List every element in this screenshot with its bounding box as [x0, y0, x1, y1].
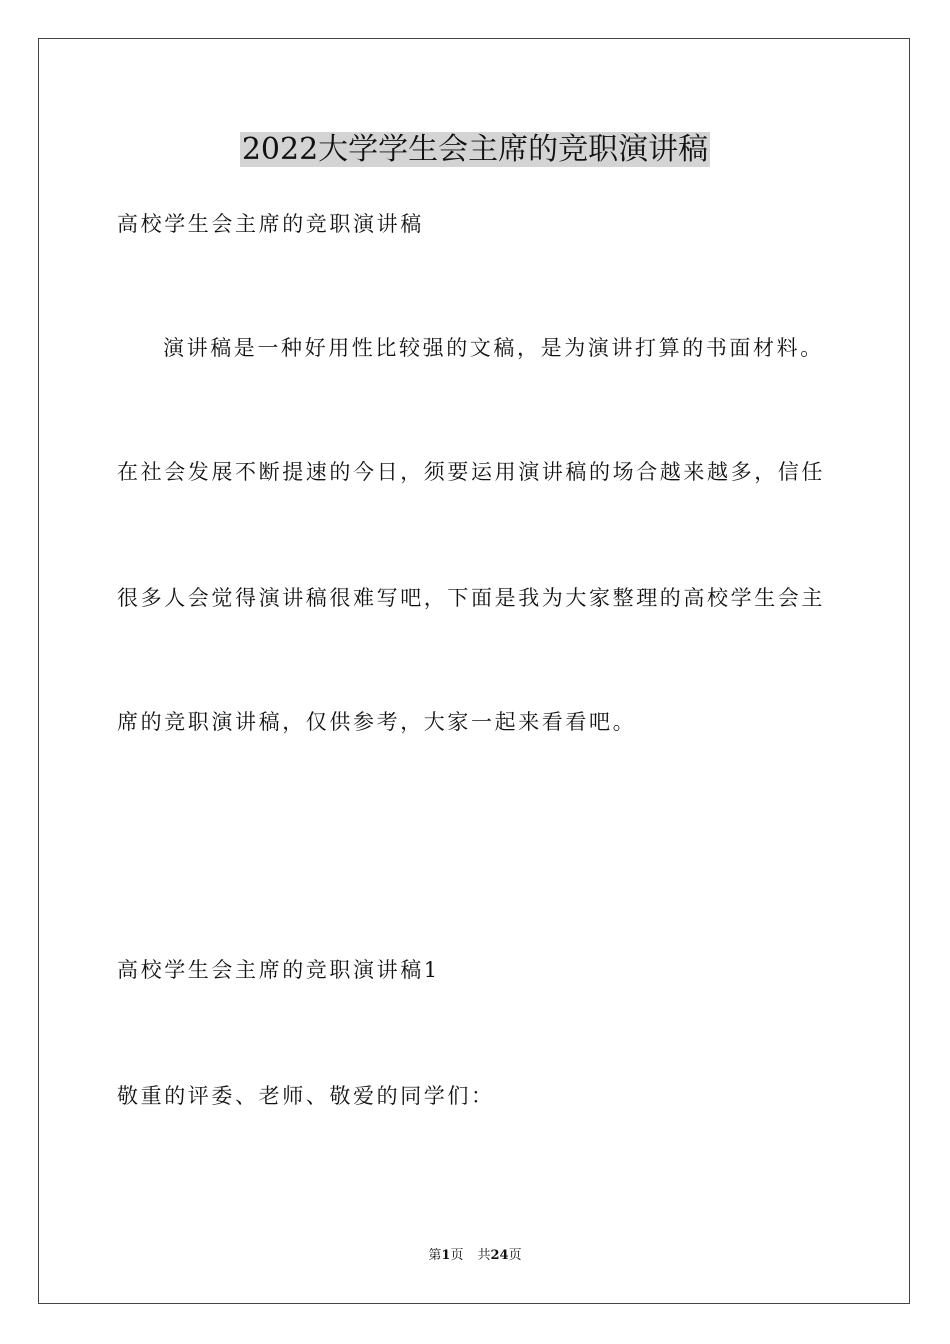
footer-total-pages: 24 [490, 1248, 509, 1263]
footer-page-prefix: 第 [428, 1248, 442, 1263]
paragraph-line-4: 席的竞职演讲稿，仅供参考，大家一起来看看吧。 [117, 710, 637, 734]
paragraph-line-2: 在社会发展不断提速的今日，须要运用演讲稿的场合越来越多，信任 [117, 460, 825, 484]
paragraph-line-1: 演讲稿是一种好用性比较强的文稿，是为演讲打算的书面材料。 [163, 336, 824, 360]
document-title-text: 2022大学学生会主席的竞职演讲稿 [241, 132, 709, 167]
salutation-line: 敬重的评委、老师、敬爱的同学们： [117, 1084, 495, 1108]
footer-total-suffix: 页 [508, 1248, 522, 1263]
document-title [0, 128, 950, 172]
footer-total-prefix: 共 [477, 1248, 491, 1263]
footer-page-suffix: 页 [450, 1248, 464, 1263]
page-footer [0, 1247, 950, 1265]
footer-page-number: 1 [441, 1248, 451, 1263]
subtitle-line: 高校学生会主席的竞职演讲稿 [117, 212, 424, 236]
section-heading: 高校学生会主席的竞职演讲稿1 [117, 958, 440, 982]
paragraph-line-3: 很多人会觉得演讲稿很难写吧，下面是我为大家整理的高校学生会主 [117, 586, 825, 610]
